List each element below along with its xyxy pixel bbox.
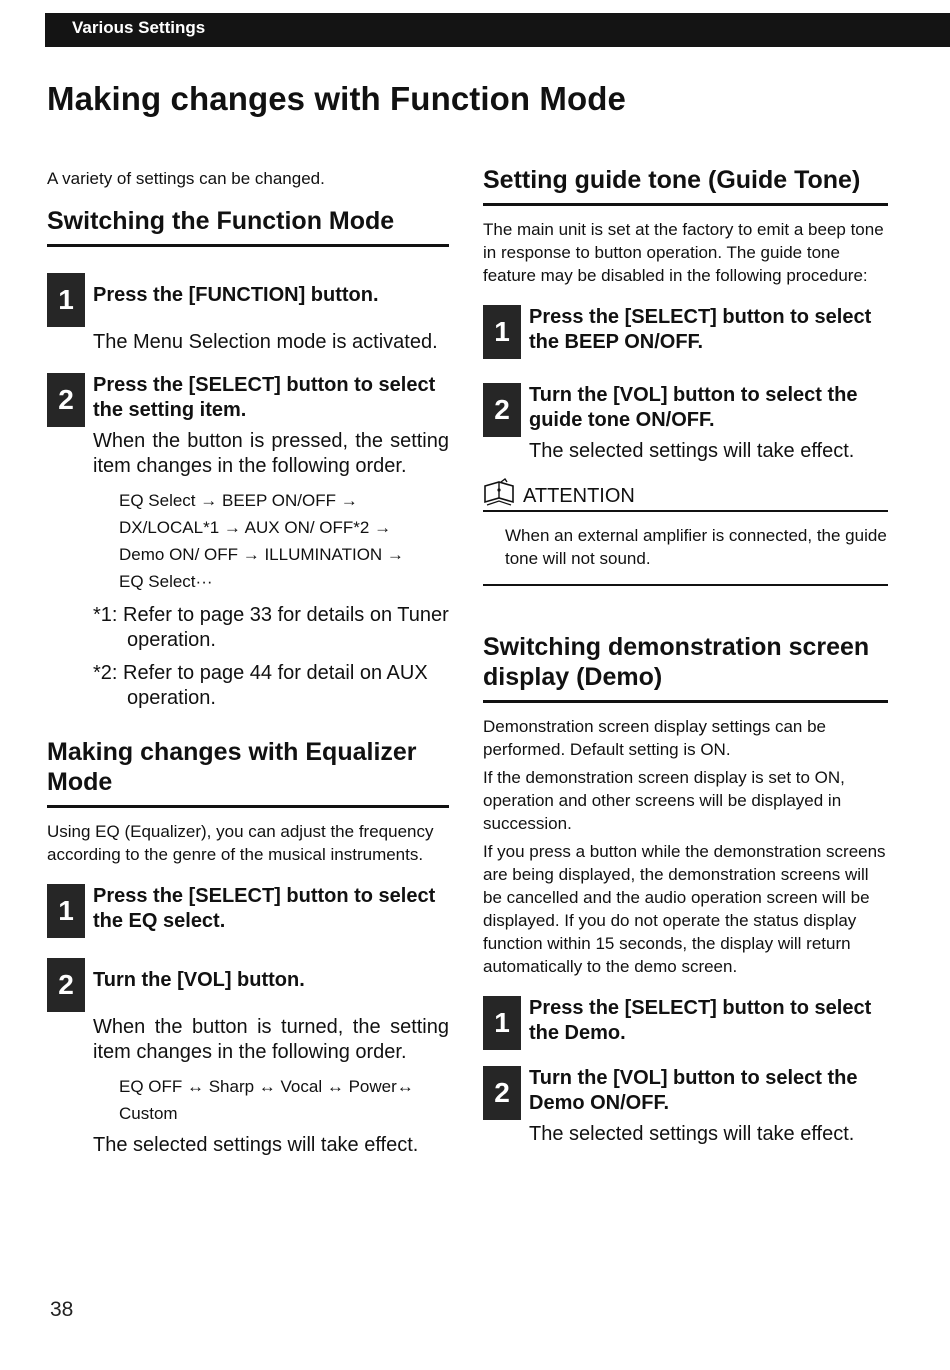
- step-number-badge: 2: [47, 958, 85, 1012]
- section-label: Various Settings: [72, 18, 206, 37]
- step-text: The selected settings will take effect.: [529, 1123, 855, 1145]
- step-text: When the button is turned, the setting item changes in the following order.: [93, 1016, 449, 1063]
- guide-tone-description: [483, 218, 888, 287]
- step-title: Press the [SELECT] button to select the Demo.: [529, 997, 872, 1044]
- demo-paragraph: Demonstration screen display settings can be performed. Default setting is ON.: [483, 717, 827, 759]
- step-number-badge: 1: [47, 884, 85, 938]
- left-column: [47, 165, 449, 1168]
- attention-label: ATTENTION: [523, 485, 635, 507]
- guide-tone-step-2: [483, 383, 888, 464]
- footnote-1: *1: Refer to page 33 for details on Tuner operation.: [93, 604, 449, 651]
- step-number-badge: 1: [483, 996, 521, 1050]
- equalizer-step-1: [47, 884, 449, 938]
- section-header-bar: [45, 13, 950, 47]
- sequence-line: EQ OFF ↔ Sharp ↔ Vocal ↔ Power↔: [119, 1077, 414, 1096]
- equalizer-title: Making changes with Equalizer Mode: [47, 737, 449, 808]
- demo-paragraph: If the demonstration screen display is set to ON, operation and other screens will be displayed in succession.: [483, 768, 845, 833]
- step-number-badge: 2: [483, 1066, 521, 1120]
- demo-step-1: [483, 996, 888, 1050]
- step-title: Turn the [VOL] button to select the guide tone ON/OFF.: [529, 384, 858, 431]
- step-title: Press the [SELECT] button to select the EQ select.: [93, 885, 436, 932]
- setting-order-sequence: [93, 487, 449, 595]
- intro-text: A variety of settings can be changed.: [47, 169, 325, 188]
- step-text: The selected settings will take effect.: [529, 440, 855, 462]
- guide-tone-desc-text: The main unit is set at the factory to emit a beep tone in response to button operation. The guide tone feature may be disabled in the following procedure:: [483, 220, 884, 285]
- guide-tone-title: Setting guide tone (Guide Tone): [483, 165, 888, 206]
- step-result: The selected settings will take effect.: [93, 1134, 419, 1156]
- step-title: Press the [SELECT] button to select the setting item.: [93, 374, 436, 421]
- attention-header: [483, 478, 888, 512]
- sequence-line: EQ Select···: [119, 572, 213, 591]
- step-title: Turn the [VOL] button.: [93, 969, 305, 991]
- function-step-1: [47, 273, 449, 355]
- step-text: The Menu Selection mode is activated.: [93, 331, 438, 353]
- equalizer-desc-text: Using EQ (Equalizer), you can adjust the frequency according to the genre of the musical instruments.: [47, 822, 434, 864]
- eq-order-sequence: [93, 1073, 449, 1127]
- equalizer-description: [47, 820, 449, 866]
- step-number-badge: 1: [483, 305, 521, 359]
- step-title: Turn the [VOL] button to select the Demo ON/OFF.: [529, 1067, 858, 1114]
- demo-step-2: [483, 1066, 888, 1147]
- attention-book-icon: [483, 478, 517, 508]
- footnote-2: *2: Refer to page 44 for detail on AUX operation.: [93, 662, 428, 709]
- demo-description: [483, 715, 888, 978]
- sequence-line: Demo ON/ OFF → ILLUMINATION →: [119, 545, 404, 564]
- page-title: Making changes with Function Mode: [47, 80, 626, 117]
- step-number-badge: 1: [47, 273, 85, 327]
- sequence-line: DX/LOCAL*1 → AUX ON/ OFF*2 →: [119, 518, 392, 537]
- equalizer-step-2: [47, 958, 449, 1158]
- guide-tone-step-1: [483, 305, 888, 359]
- attention-text: When an external amplifier is connected, the guide tone will not sound.: [483, 512, 888, 586]
- right-column: [483, 165, 888, 1157]
- page-number: 38: [50, 1298, 74, 1321]
- step-title: Press the [FUNCTION] button.: [93, 284, 379, 306]
- step-number-badge: 2: [483, 383, 521, 437]
- sequence-line: EQ Select → BEEP ON/OFF →: [119, 491, 358, 510]
- step-title: Press the [SELECT] button to select the BEEP ON/OFF.: [529, 306, 872, 353]
- function-mode-title: Switching the Function Mode: [47, 206, 449, 247]
- sequence-line: Custom: [119, 1104, 178, 1123]
- function-step-2: [47, 373, 449, 711]
- step-text: When the button is pressed, the setting item changes in the following order.: [93, 430, 449, 477]
- demo-paragraph: If you press a button while the demonstration screens are being displayed, the demonstration screens will be cancelled and the audio operation screen will be displayed. If you do not operate the status display function within 15 seconds, the display will return automatically to the demo screen.: [483, 842, 886, 976]
- step-number-badge: 2: [47, 373, 85, 427]
- demo-title: Switching demonstration screen display (Demo): [483, 632, 888, 703]
